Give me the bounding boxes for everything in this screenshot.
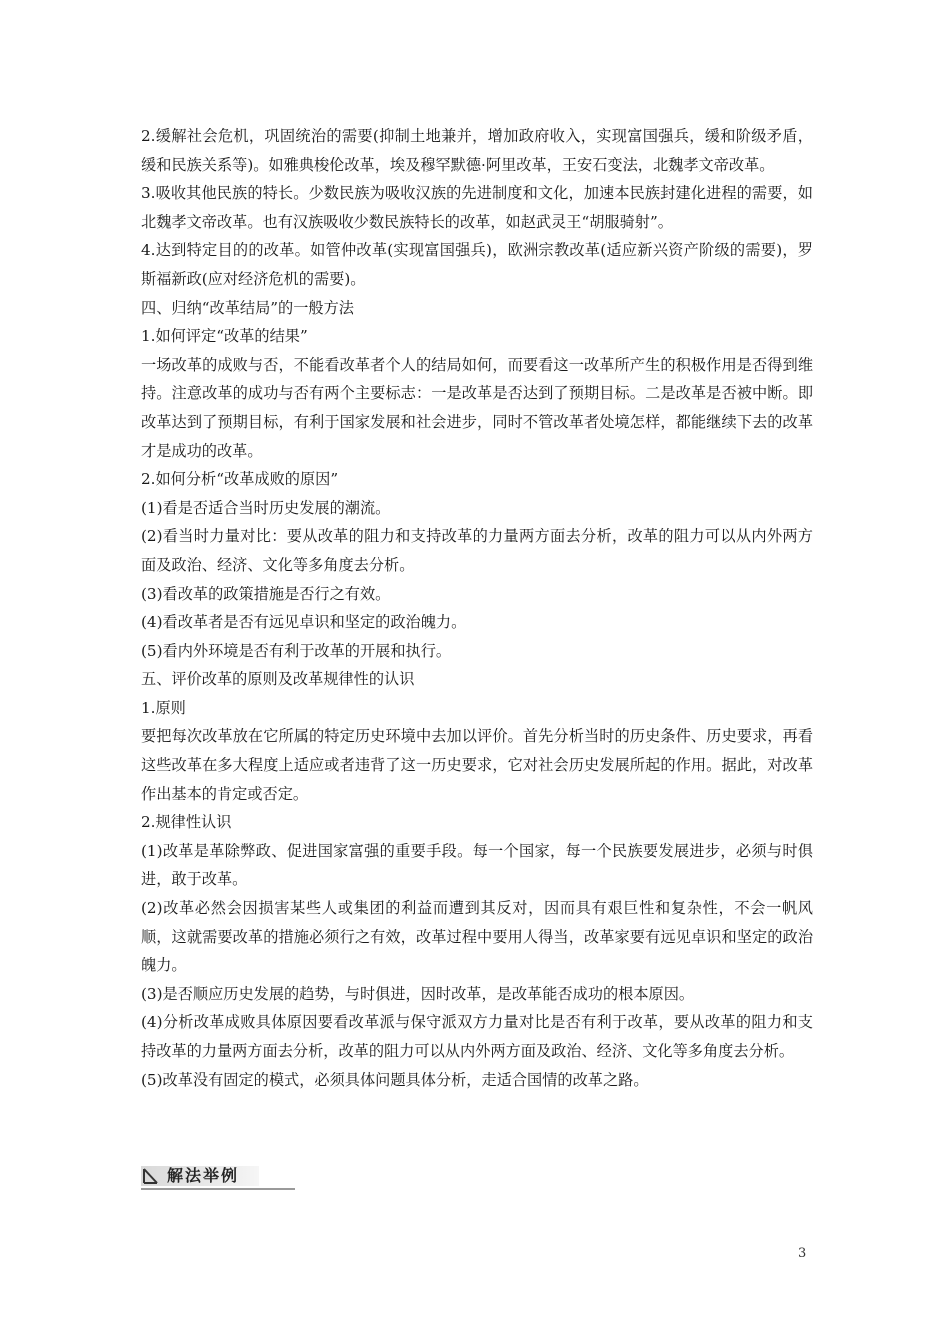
section-banner bbox=[141, 1164, 295, 1190]
paragraph: 4.达到特定目的的改革。如管仲改革(实现富国强兵)，欧洲宗教改革(适应新兴资产阶级的需要)，罗斯福新政(应对经济危机的需要)。 bbox=[141, 241, 813, 288]
diagonal-slash-icon bbox=[143, 1167, 159, 1185]
paragraph: 要把每次改革放在它所属的特定历史环境中去加以评价。首先分析当时的历史条件、历史要求，再看这些改革在多大程度上适应或者违背了这一历史要求，它对社会历史发展所起的作用。据此，对改革作出基本的肯定或否定。 bbox=[141, 727, 813, 803]
document-body bbox=[141, 122, 813, 1094]
subheading: 1.原则 bbox=[141, 698, 186, 717]
subheading: 1.如何评定“改革的结果” bbox=[141, 327, 308, 346]
list-item: (2)看当时力量对比：要从改革的阻力和支持改革的力量两方面去分析，改革的阻力可以从内外两方面及政治、经济、文化等多角度去分析。 bbox=[141, 527, 813, 574]
list-item: (1)改革是革除弊政、促进国家富强的重要手段。每一个国家，每一个民族要发展进步，必须与时俱进，敢于改革。 bbox=[141, 841, 813, 889]
list-item: (3)看改革的政策措施是否行之有效。 bbox=[141, 584, 391, 603]
list-item: (2)改革必然会因损害某些人或集团的利益而遭到其反对，因而具有艰巨性和复杂性，不会一帆风顺，这就需要改革的措施必须行之有效，改革过程中要用人得当，改革家要有远见卓识和坚定的政治魄力。 bbox=[141, 899, 813, 975]
section-heading-five: 五、评价改革的原则及改革规律性的认识 bbox=[141, 670, 415, 689]
paragraph: 2.缓解社会危机，巩固统治的需要(抑制土地兼并，增加政府收入，实现富国强兵，缓和阶级矛盾，缓和民族关系等)。如雅典梭伦改革，埃及穆罕默德·阿里改革，王安石变法，北魏孝文帝改革。 bbox=[141, 127, 813, 174]
page-number: 3 bbox=[798, 1246, 807, 1261]
list-item: (4)看改革者是否有远见卓识和坚定的政治魄力。 bbox=[141, 613, 467, 632]
section-heading-four: 四、归纳“改革结局”的一般方法 bbox=[141, 298, 354, 317]
section-banner-title: 解法举例 bbox=[167, 1166, 240, 1185]
paragraph: 一场改革的成败与否，不能看改革者个人的结局如何，而要看这一改革所产生的积极作用是否得到维持。注意改革的成功与否有两个主要标志：一是改革是否达到了预期目标。二是改革是否被中断。即改革达到了预期目标，有利于国家发展和社会进步，同时不管改革者处境怎样，都能继续下去的改革才是成功的改革。 bbox=[141, 355, 813, 460]
subheading: 2.如何分析“改革成败的原因” bbox=[141, 470, 339, 489]
list-item: (5)看内外环境是否有利于改革的开展和执行。 bbox=[141, 641, 452, 660]
list-item: (5)改革没有固定的模式，必须具体问题具体分析，走适合国情的改革之路。 bbox=[141, 1070, 649, 1089]
paragraph: 3.吸收其他民族的特长。少数民族为吸收汉族的先进制度和文化，加速本民族封建化进程的需要，如北魏孝文帝改革。也有汉族吸收少数民族特长的改革，如赵武灵王“胡服骑射”。 bbox=[141, 184, 813, 231]
subheading: 2.规律性认识 bbox=[141, 813, 232, 832]
list-item: (3)是否顺应历史发展的趋势，与时俱进，因时改革，是改革能否成功的根本原因。 bbox=[141, 984, 695, 1003]
banner-underline bbox=[141, 1188, 295, 1190]
list-item: (1)看是否适合当时历史发展的潮流。 bbox=[141, 498, 391, 517]
list-item: (4)分析改革成败具体原因要看改革派与保守派双方力量对比是否有利于改革，要从改革的阻力和支持改革的力量两方面去分析，改革的阻力可以从内外两方面及政治、经济、文化等多角度去分析。 bbox=[141, 1013, 813, 1060]
